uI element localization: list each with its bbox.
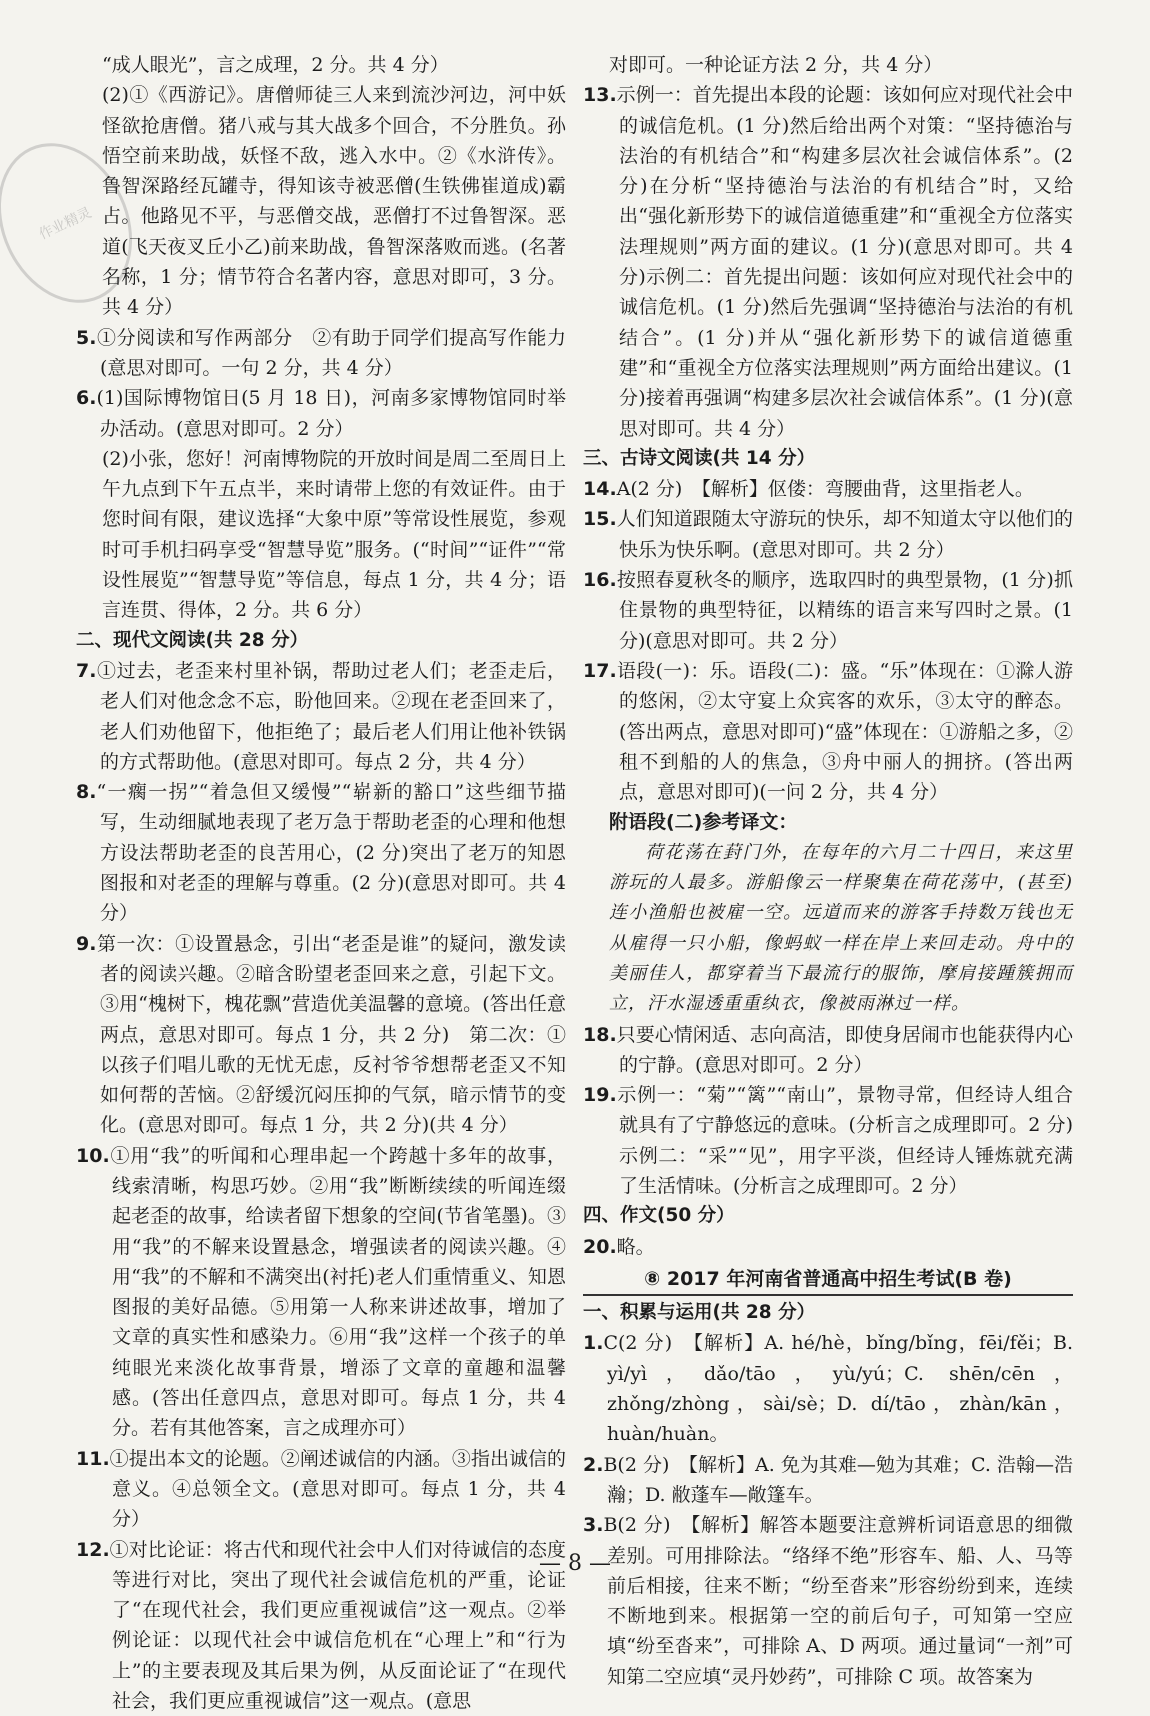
answer-item: 对即可。一种论证方法 2 分，共 4 分） (609, 54, 943, 76)
answer-item (76, 777, 566, 928)
question-number: 20. (583, 1235, 617, 1258)
question-number: 16. (583, 569, 617, 592)
answer-item (76, 656, 566, 777)
question-number: 7. (76, 659, 97, 682)
answer-item (583, 1450, 1073, 1511)
answer-item (583, 565, 1073, 656)
section-heading: 四、作文(50 分） (583, 1205, 735, 1227)
exam-title: ⑧ 2017 年河南省普通高中招生考试(B 卷) (583, 1264, 1073, 1296)
page-number: — 8 — (539, 1551, 611, 1576)
answer-item: (2)①《西游记》。唐僧师徒三人来到流沙河边，河中妖怪欲抢唐僧。猪八戒与其大战多个回合，不分胜负。孙悟空前来助战，妖怪不敌，逃入水中。②《水浒传》。鲁智深路经瓦罐寺，得知该寺被恶僧(生铁佛崔道成)霸占。他路见不平，与恶僧交战，恶僧打不过鲁智深。恶道(飞天夜叉丘小乙)前来助战，鲁智深落败而逃。(名著名称，1 分；情节符合名著内容，意思对即可，3 分。共 4 分） (102, 84, 566, 319)
answer-item (76, 323, 566, 384)
answer-text: A(2 分) 【解析】伛偻：弯腰曲背，这里指老人。 (616, 478, 1034, 501)
question-number: 8. (76, 781, 97, 804)
question-number: 19. (583, 1084, 617, 1107)
section-heading: 二、现代文阅读(共 28 分） (76, 629, 309, 651)
question-number: 15. (583, 508, 617, 531)
answer-text: 只要心情闲适、志向高洁，即使身居闹市也能获得内心的宁静。(意思对即可。2 分） (616, 1023, 1073, 1076)
right-column (583, 50, 1073, 1692)
answer-text: 人们知道跟随太守游玩的快乐，却不知道太守以他们的快乐为快乐啊。(意思对即可。共 2 分） (616, 508, 1073, 561)
sub-heading: 附语段(二)参考译文： (609, 811, 798, 834)
answer-text: B(2 分) 【解析】解答本题要注意辨析词语意思的细微差别。可用排除法。“络绎不绝”形容车、船、人、马等前后相接，往来不断；“纷至沓来”形容纷纷到来，连续不断地到来。根据第一空的前后句子，可知第一空应填“纷至沓来”，可排除 A、D 两项。通过量词“一剂”可知第二空应填“灵丹妙药”，可排除 C 项。故答案为 (603, 1514, 1073, 1688)
answer-item (76, 1444, 566, 1535)
question-number: 10. (76, 1144, 110, 1167)
question-number: 17. (583, 659, 617, 682)
answer-text: ①过去，老歪来村里补锅，帮助过老人们；老歪走后，老人们对他念念不忘，盼他回来。②现在老歪回来了，老人们劝他留下，他拒绝了；最后老人们用让他补铁锅的方式帮助他。(意思对即可。每点 2 分，共 4 分） (96, 659, 566, 773)
question-number: 9. (76, 932, 97, 955)
answer-text: ①对比论证：将古代和现代社会中人们对待诚信的态度等进行对比，突出了现代社会诚信危机的严重，论证了“在现代社会，我们更应重视诚信”这一观点。②举例论证：以现代社会中诚信危机在“心理上”和“行为上”的主要表现及其后果为例，从反面论证了“在现代社会，我们更应重视诚信”这一观点。(意思 (109, 1538, 566, 1713)
answer-text: 第一次：①设置悬念，引出“老歪是谁”的疑问，激发读者的阅读兴趣。②暗含盼望老歪回来之意，引起下文。③用“槐树下，槐花飘”营造优美温馨的意境。(答出任意两点，意思对即可。每点 1 分，共 2 分) 第二次：①以孩子们唱儿歌的无忧无虑，反衬爷爷想帮老歪又不知如何帮的苦恼。②舒缓沉闷压抑的气氛，暗示情节的变化。(意思对即可。每点 1 分，共 2 分)(共 4 分） (96, 932, 566, 1137)
question-number: 6. (76, 387, 97, 410)
question-number: 13. (583, 84, 617, 107)
answer-text: 语段(一)：乐。语段(二)：盛。“乐”体现在：①滁人游的悠闲，②太守宴上众宾客的欢乐，③太守的醉态。(答出两点，意思对即可)“盛”体现在：①游船之多，②租不到船的人的焦急，③舟中丽人的拥挤。(答出两点，意思对即可)(一问 2 分，共 4 分） (616, 659, 1073, 804)
section-heading: 一、积累与运用(共 28 分） (583, 1302, 816, 1324)
question-number: 11. (76, 1447, 110, 1470)
answer-item (583, 656, 1073, 807)
answer-text: ①用“我”的听闻和心理串起一个跨越十多年的故事，线索清晰，构思巧妙。②用“我”断断续续的听闻连缀起老歪的故事，给读者留下想象的空间(节省笔墨)。③用“我”的不解来设置悬念，增强读者的阅读兴趣。④用“我”的不解和不满突出(衬托)老人们重情重义、知恩图报的美好品德。⑤用第一人称来讲述故事，增加了文章的真实性和感染力。⑥用“我”这样一个孩子的单纯眼光来淡化故事背景，增添了文章的童趣和温馨感。(答出任意四点，意思对即可。每点 1 分，共 4 分。若有其他答案，言之成理亦可） (109, 1144, 566, 1440)
translation-paragraph: 荷花荡在葑门外，在每年的六月二十四日，来这里游玩的人最多。游船像云一样聚集在荷花荡中，(甚至)连小渔船也被雇一空。远道而来的游客手持数万钱也无从雇得一只小船，像蚂蚁一样在岸上来回走动。舟中的美丽佳人，都穿着当下最流行的服饰，摩肩接踵簇拥而立，汗水湿透重重纨衣，像被雨淋过一样。 (609, 841, 1073, 1015)
question-number: 5. (76, 326, 97, 349)
section-heading: 三、古诗文阅读(共 14 分） (583, 447, 816, 469)
answer-item (583, 1232, 1073, 1262)
answer-item (76, 1141, 566, 1444)
answer-text: (1)国际博物馆日(5 月 18 日)，河南多家博物馆同时举办活动。(意思对即可。2 分） (96, 387, 566, 440)
answer-item (583, 1328, 1073, 1449)
answer-item: “成人眼光”，言之成理，2 分。共 4 分） (102, 54, 449, 76)
answer-item (583, 474, 1073, 504)
answer-item (583, 80, 1073, 444)
answer-text: ①分阅读和写作两部分 ②有助于同学们提高写作能力(意思对即可。一句 2 分，共 4 分） (96, 326, 566, 379)
answer-text: ①提出本文的论题。②阐述诚信的内涵。③指出诚信的意义。④总领全文。(意思对即可。每点 1 分，共 4 分） (109, 1447, 566, 1531)
question-number: 12. (76, 1538, 110, 1561)
answer-item (583, 504, 1073, 565)
answer-text: 示例一：首先提出本段的论题：该如何应对现代社会中的诚信危机。(1 分)然后给出两个对策：“坚持德治与法治的有机结合”和“构建多层次社会诚信体系”。(2 分)在分析“坚持德治与法治的有机结合”时，又给出“强化新形势下的诚信道德重建”和“重视全方位落实法理规则”两方面的建议。(1 分)(意思对即可。共 4 分)示例二：首先提出问题：该如何应对现代社会中的诚信危机。(1 分)然后先强调“坚持德治与法治的有机结合”。(1 分)并从“强化新形势下的诚信道德重建”和“重视全方位落实法理规则”两方面给出建议。(1 分)接着再强调“构建多层次社会诚信体系”。(1 分)(意思对即可。共 4 分） (616, 84, 1073, 440)
answer-item (583, 1510, 1073, 1692)
left-column (76, 50, 566, 1716)
answer-text: 示例一：“菊”“篱”“南山”，景物寻常，但经诗人组合就具有了宁静悠远的意味。(分析言之成理即可。2 分)示例二：“采”“见”，用字平淡，但经诗人锤炼就充满了生活情味。(分析言之成理即可。2 分） (616, 1084, 1073, 1197)
answer-text: “一瘸一拐”“着急但又缓慢”“崭新的豁口”这些细节描写，生动细腻地表现了老万急于帮助老歪的心理和他想方设法帮助老歪的良苦用心，(2 分)突出了老万的知恩图报和对老歪的理解与尊重。(2 分)(意思对即可。共 4 分） (96, 781, 566, 925)
answer-item (583, 1080, 1073, 1201)
stamp-text: 作业精灵 (36, 204, 95, 243)
answer-item (76, 383, 566, 444)
answer-text: C(2 分) 【解析】A. hé/hè，bǐng/bǐng，fēi/fěi；B. yì/yì，dǎo/tāo，yù/yú；C. shēn/cēn，zhǒng/zhòng，sài/sè；D. dí/tāo，zhàn/kān，huàn/huàn。 (603, 1332, 1073, 1446)
answer-text: 按照春夏秋冬的顺序，选取四时的典型景物，(1 分)抓住景物的典型特征，以精练的语言来写四时之景。(1 分)(意思对即可。共 2 分） (616, 569, 1073, 652)
answer-item (583, 1020, 1073, 1081)
answer-text: B(2 分) 【解析】A. 免为其难—勉为其难；C. 浩翰—浩瀚；D. 敝蓬车—敞篷车。 (603, 1453, 1073, 1506)
answer-item: (2)小张，您好！河南博物院的开放时间是周二至周日上午九点到下午五点半，来时请带上您的有效证件。由于您时间有限，建议选择“大象中原”等常设性展览，参观时可手机扫码享受“智慧导览”服务。(“时间”“证件”“常设性展览”“智慧导览”等信息，每点 1 分，共 4 分；语言连贯、得体，2 分。共 6 分） (102, 447, 566, 622)
answer-text: 略。 (616, 1235, 655, 1258)
question-number: 18. (583, 1023, 617, 1046)
question-number: 1. (583, 1332, 604, 1355)
answer-item (76, 929, 566, 1141)
question-number: 2. (583, 1453, 604, 1476)
question-number: 3. (583, 1514, 604, 1537)
question-number: 14. (583, 478, 617, 501)
